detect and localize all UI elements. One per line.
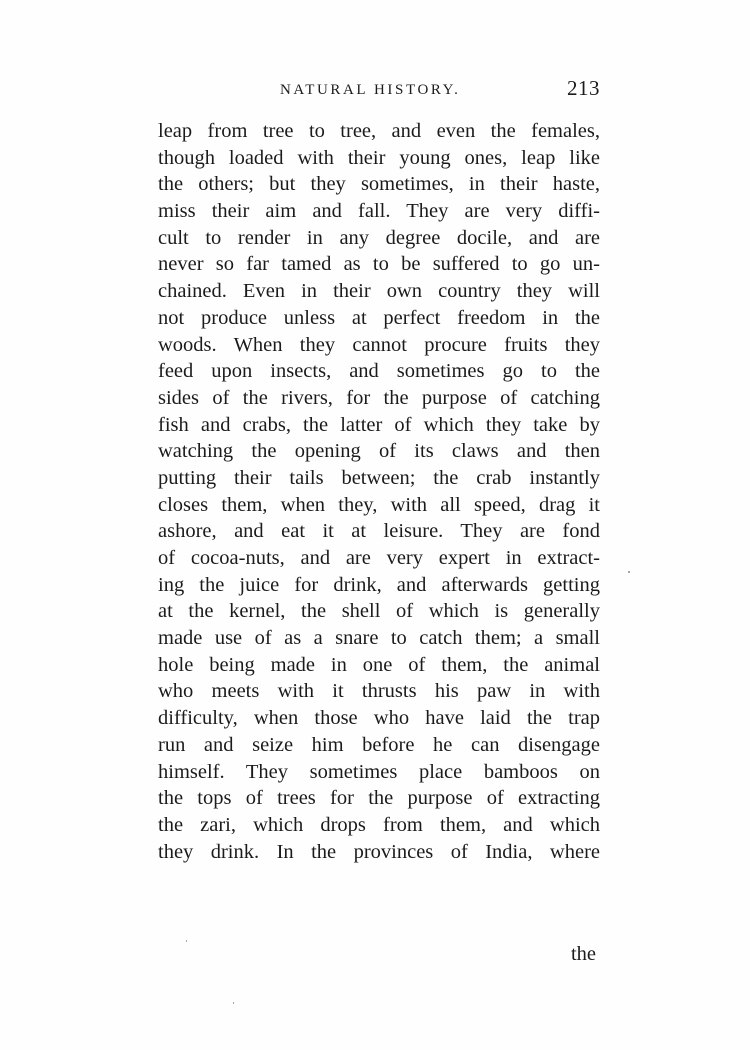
text-line: cult to render in any degree docile, and are bbox=[158, 226, 600, 249]
text-line: feed upon insects, and sometimes go to the bbox=[158, 360, 600, 383]
catchword: the bbox=[570, 943, 596, 965]
running-head-title: NATURAL HISTORY. bbox=[280, 82, 461, 98]
text-line: woods. When they cannot procure fruits they bbox=[158, 333, 600, 356]
text-line: made use of as a snare to catch them; a small bbox=[158, 627, 600, 650]
page-number: 213 bbox=[567, 76, 600, 100]
text-line: of cocoa-nuts, and are very expert in extract- bbox=[158, 547, 600, 569]
text-line: himself. They sometimes place bamboos on bbox=[158, 760, 600, 783]
text-line: chained. Even in their own country they will bbox=[158, 280, 600, 303]
text-line: the tops of trees for the purpose of extracting bbox=[158, 787, 600, 810]
text-line: ashore, and eat it at leisure. They are fond bbox=[158, 520, 600, 543]
text-line: not produce unless at perfect freedom in the bbox=[158, 306, 600, 329]
text-line: who meets with it thrusts his paw in with bbox=[158, 680, 600, 703]
text-line: though loaded with their young ones, leap like bbox=[158, 146, 600, 169]
text-line: ing the juice for drink, and afterwards getting bbox=[158, 573, 600, 596]
running-head bbox=[158, 76, 600, 106]
text-line: the zari, which drops from them, and which bbox=[158, 813, 600, 836]
paper-speck bbox=[233, 1002, 234, 1004]
text-line: the others; but they sometimes, in their haste, bbox=[158, 173, 600, 196]
text-line: fish and crabs, the latter of which they take by bbox=[158, 413, 600, 436]
paper-speck bbox=[628, 571, 630, 573]
text-line: closes them, when they, with all speed, drag it bbox=[158, 493, 600, 516]
text-line: hole being made in one of them, the animal bbox=[158, 653, 600, 676]
text-line: they drink. In the provinces of India, where bbox=[158, 840, 600, 863]
text-line: leap from tree to tree, and even the females, bbox=[158, 120, 600, 142]
text-line: never so far tamed as to be suffered to go un- bbox=[158, 253, 600, 276]
text-line: run and seize him before he can disengage bbox=[158, 733, 600, 756]
text-line: at the kernel, the shell of which is generally bbox=[158, 600, 600, 623]
text-line: miss their aim and fall. They are very diffi- bbox=[158, 200, 600, 223]
paper-speck bbox=[186, 940, 187, 942]
text-line: sides of the rivers, for the purpose of catching bbox=[158, 386, 600, 409]
text-line: difficulty, when those who have laid the trap bbox=[158, 707, 600, 730]
body-text bbox=[158, 118, 600, 865]
text-line: watching the opening of its claws and then bbox=[158, 440, 600, 463]
text-line: putting their tails between; the crab instantly bbox=[158, 466, 600, 489]
